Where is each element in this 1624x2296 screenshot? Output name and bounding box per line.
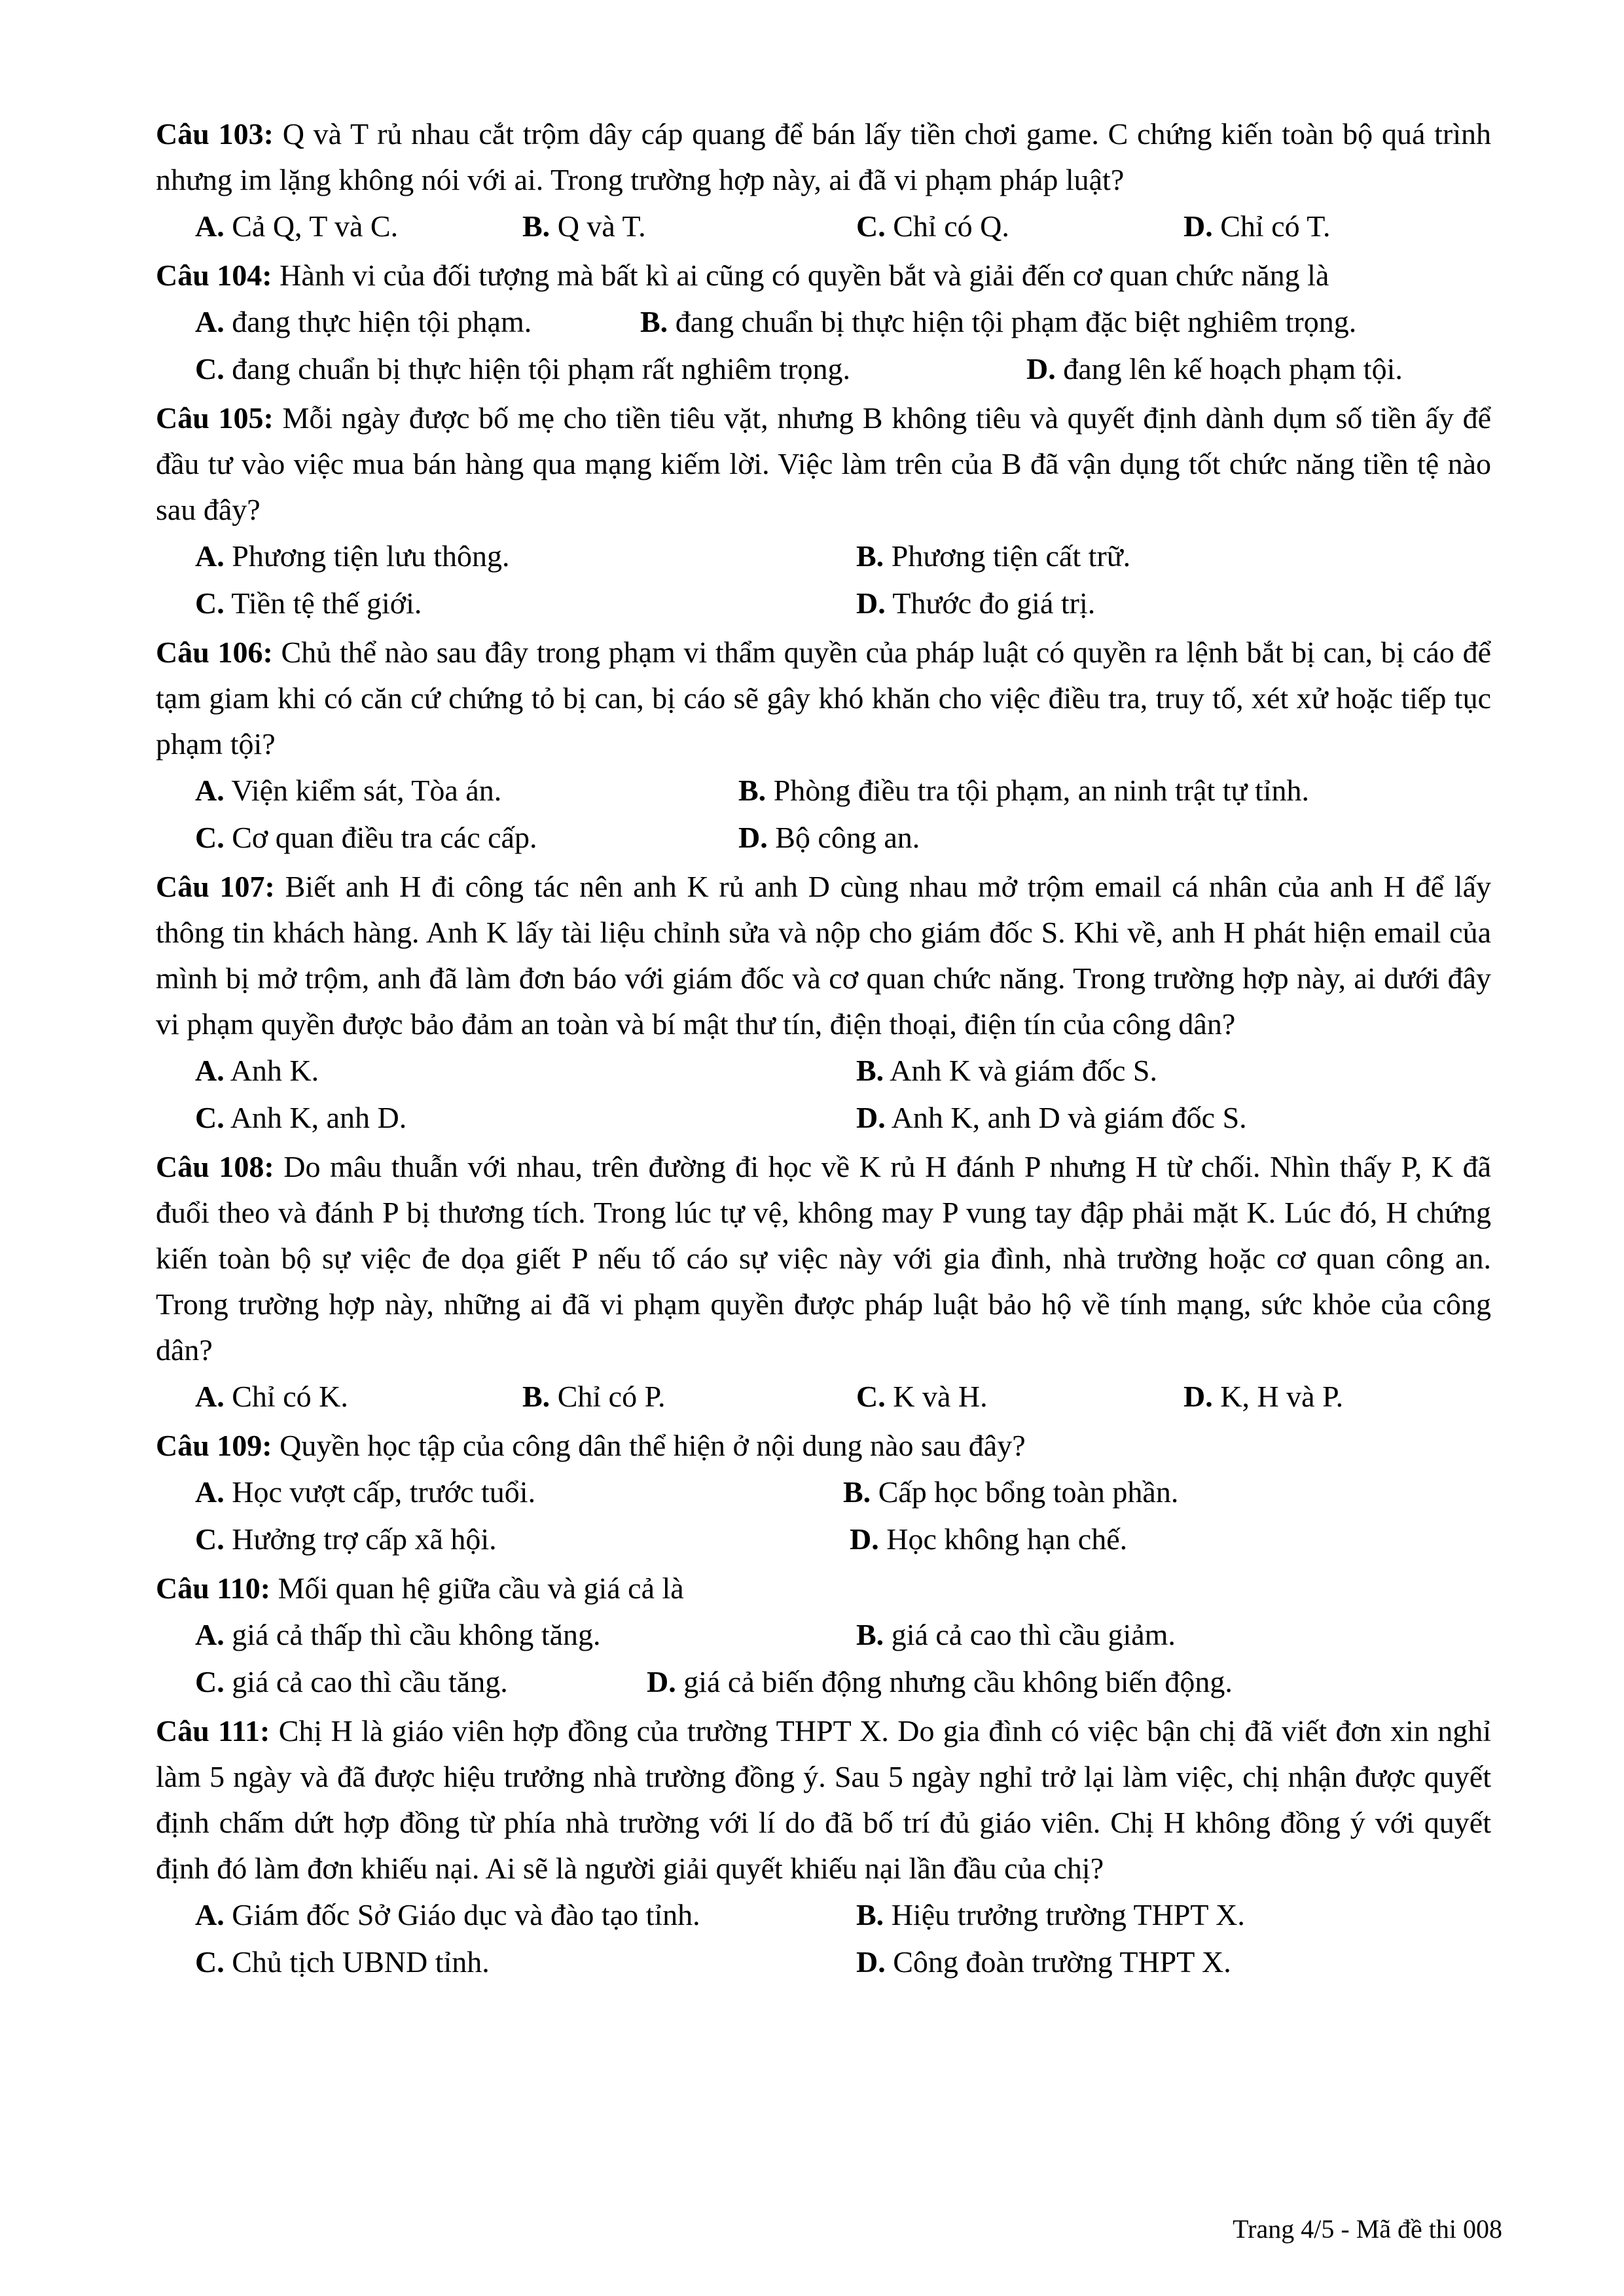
option-label: A. (195, 1618, 225, 1651)
option-label: B. (522, 209, 550, 243)
option-label: D. (738, 821, 768, 854)
option-text: Bộ công an. (775, 821, 920, 854)
question-text (156, 253, 1491, 298)
option-text: Anh K, anh D và giám đốc S. (891, 1101, 1247, 1134)
question-number: Câu 104: (156, 259, 272, 292)
option-text: đang chuẩn bị thực hiện tội phạm rất nghiêm trọng. (232, 352, 850, 386)
option-text: Anh K và giám đốc S. (890, 1054, 1157, 1087)
options-row (156, 203, 1491, 250)
question-111 (156, 1708, 1491, 1986)
option-label: B. (856, 1054, 884, 1087)
question-number: Câu 107: (156, 870, 275, 903)
question-body: Do mâu thuẫn với nhau, trên đường đi học về K rủ H đánh P nhưng H từ chối. Nhìn thấy P, K đã đuổi theo và đánh P bị thương tích. Trong lúc tự vệ, không may P vung tay đập phải mặt K. Lúc đó, H chứng kiến toàn bộ sự việc đe dọa giết P nếu tố cáo sự việc này với gia đình, nhà trường hoặc cơ quan công an. Trong trường hợp này, những ai đã vi phạm quyền được pháp luật bảo hộ về tính mạng, sức khỏe của công dân? (156, 1150, 1492, 1367)
option-c (195, 1939, 490, 1986)
option-label: D. (850, 1522, 879, 1556)
option-label: C. (195, 1665, 225, 1698)
option-c (195, 1659, 508, 1706)
question-110 (156, 1566, 1491, 1706)
question-text (156, 1144, 1491, 1373)
option-label: A. (195, 1475, 225, 1509)
option-b (856, 1892, 1245, 1939)
question-108 (156, 1144, 1491, 1420)
option-label: C. (195, 586, 225, 620)
options-row (156, 1611, 1491, 1659)
option-b (856, 1611, 1176, 1659)
option-text: Chủ tịch UBND tỉnh. (232, 1945, 490, 1979)
option-text: Học không hạn chế. (886, 1522, 1128, 1556)
option-label: A. (195, 539, 225, 573)
option-a (195, 1047, 319, 1094)
option-text: Thước đo giá trị. (892, 586, 1096, 620)
option-text: Công đoàn trường THPT X. (893, 1945, 1231, 1979)
option-text: giá cả thấp thì cầu không tăng. (232, 1618, 601, 1651)
question-text (156, 1423, 1491, 1469)
options-row (156, 298, 1491, 346)
option-a (195, 1469, 535, 1516)
exam-page (156, 111, 1491, 1988)
options-row (156, 1892, 1491, 1939)
options-row (156, 1373, 1491, 1420)
option-c (195, 1094, 406, 1141)
option-a (195, 1892, 700, 1939)
option-text: K và H. (893, 1380, 988, 1413)
option-a (195, 767, 501, 814)
option-label: C. (856, 209, 886, 243)
option-label: D. (647, 1665, 676, 1698)
question-number: Câu 110: (156, 1571, 271, 1605)
option-c (195, 1516, 497, 1563)
option-label: D. (1026, 352, 1056, 386)
option-text: Hiệu trưởng trường THPT X. (891, 1898, 1245, 1931)
option-text: Anh K. (230, 1054, 319, 1087)
question-107 (156, 864, 1491, 1141)
question-number: Câu 106: (156, 636, 273, 669)
option-text: Cơ quan điều tra các cấp. (232, 821, 537, 854)
options-row (156, 346, 1491, 393)
option-text: Phòng điều tra tội phạm, an ninh trật tự tỉnh. (773, 774, 1310, 807)
question-body: Mỗi ngày được bố mẹ cho tiền tiêu vặt, nhưng B không tiêu và quyết định dành dụm số tiền ấy để đầu tư vào việc mua bán hàng qua mạng kiếm lời. Việc làm trên của B đã vận dụng tốt chức năng tiền tệ nào sau đây? (156, 401, 1492, 526)
option-text: Hưởng trợ cấp xã hội. (232, 1522, 497, 1556)
option-c (856, 203, 1009, 250)
option-text: Giám đốc Sở Giáo dục và đào tạo tỉnh. (232, 1898, 700, 1931)
page-footer: Trang 4/5 - Mã đề thi 008 (1233, 2214, 1502, 2244)
option-b (522, 203, 646, 250)
option-text: Cấp học bổng toàn phần. (878, 1475, 1179, 1509)
option-label: B. (738, 774, 767, 807)
option-d (738, 814, 920, 861)
option-label: D. (856, 1101, 886, 1134)
question-105 (156, 395, 1491, 627)
question-body: Hành vi của đối tượng mà bất kì ai cũng có quyền bắt và giải đến cơ quan chức năng là (280, 259, 1329, 292)
option-label: D. (1183, 209, 1213, 243)
options-row (156, 1516, 1491, 1563)
options-row (156, 1094, 1491, 1141)
option-d (856, 1939, 1231, 1986)
option-label: A. (195, 305, 225, 338)
option-text: đang chuẩn bị thực hiện tội phạm đặc biệt nghiêm trọng. (675, 305, 1357, 338)
question-106 (156, 630, 1491, 861)
option-text: Tiền tệ thế giới. (231, 586, 422, 620)
option-label: B. (640, 305, 668, 338)
option-c (195, 580, 422, 627)
option-text: giá cả cao thì cầu tăng. (232, 1665, 508, 1698)
options-row (156, 580, 1491, 627)
option-text: Chỉ có P. (557, 1380, 666, 1413)
option-d (850, 1516, 1127, 1563)
option-c (856, 1373, 988, 1420)
option-d (1026, 346, 1403, 393)
option-text: Học vượt cấp, trước tuổi. (232, 1475, 536, 1509)
option-text: giá cả cao thì cầu giảm. (891, 1618, 1176, 1651)
option-text: Cả Q, T và C. (232, 209, 399, 243)
question-body: Q và T rủ nhau cắt trộm dây cáp quang để bán lấy tiền chơi game. C chứng kiến toàn bộ quá trình nhưng im lặng không nói với ai. Trong trường hợp này, ai đã vi phạm pháp luật? (156, 117, 1492, 196)
question-109 (156, 1423, 1491, 1563)
option-text: Q và T. (557, 209, 646, 243)
option-label: A. (195, 774, 225, 807)
question-body: Mối quan hệ giữa cầu và giá cả là (278, 1571, 684, 1605)
option-label: C. (195, 352, 225, 386)
option-label: B. (522, 1380, 550, 1413)
option-label: C. (856, 1380, 886, 1413)
options-row (156, 1659, 1491, 1706)
option-label: D. (856, 1945, 886, 1979)
option-c (195, 814, 537, 861)
options-row (156, 1047, 1491, 1094)
option-text: Viện kiểm sát, Tòa án. (231, 774, 502, 807)
option-text: đang lên kế hoạch phạm tội. (1063, 352, 1403, 386)
option-label: A. (195, 1054, 225, 1087)
option-d (856, 580, 1095, 627)
option-text: giá cả biến động nhưng cầu không biến động. (683, 1665, 1233, 1698)
question-body: Chị H là giáo viên hợp đồng của trường THPT X. Do gia đình có việc bận chị đã viết đơn xin nghỉ làm 5 ngày và đã được hiệu trưởng nhà trường đồng ý. Sau 5 ngày nghỉ trở lại làm việc, chị nhận được quyết định chấm dứt hợp đồng từ phía nhà trường với lí do đã bố trí đủ giáo viên. Chị H không đồng ý với quyết định đó làm đơn khiếu nại. Ai sẽ là người giải quyết khiếu nại lần đầu của chị? (156, 1714, 1492, 1885)
option-b (856, 533, 1130, 580)
option-label: B. (856, 1898, 884, 1931)
question-number: Câu 105: (156, 401, 274, 435)
options-row (156, 533, 1491, 580)
option-a (195, 533, 510, 580)
option-label: C. (195, 821, 225, 854)
option-text: Phương tiện lưu thông. (232, 539, 510, 573)
question-body: Quyền học tập của công dân thể hiện ở nội dung nào sau đây? (280, 1429, 1026, 1462)
option-label: A. (195, 1898, 225, 1931)
option-c (195, 346, 850, 393)
option-text: K, H và P. (1220, 1380, 1344, 1413)
option-d (647, 1659, 1233, 1706)
option-a (195, 203, 398, 250)
options-row (156, 767, 1491, 814)
options-row (156, 1469, 1491, 1516)
option-label: D. (1183, 1380, 1213, 1413)
question-text (156, 1566, 1491, 1611)
question-number: Câu 111: (156, 1714, 270, 1748)
option-text: Chỉ có K. (232, 1380, 348, 1413)
question-104 (156, 253, 1491, 393)
option-b (522, 1373, 666, 1420)
option-label: C. (195, 1522, 225, 1556)
option-text: Chỉ có T. (1220, 209, 1331, 243)
question-body: Biết anh H đi công tác nên anh K rủ anh D cùng nhau mở trộm email cá nhân của anh H để lấy thông tin khách hàng. Anh K lấy tài liệu chỉnh sửa và nộp cho giám đốc S. Khi về, anh H phát hiện email của mình bị mở trộm, anh đã làm đơn báo với giám đốc và cơ quan chức năng. Trong trường hợp này, ai dưới đây vi phạm quyền được bảo đảm an toàn và bí mật thư tín, điện thoại, điện tín của công dân? (156, 870, 1492, 1041)
question-body: Chủ thể nào sau đây trong phạm vi thẩm quyền của pháp luật có quyền ra lệnh bắt bị can, bị cáo để tạm giam khi có căn cứ chứng tỏ bị can, bị cáo sẽ gây khó khăn cho việc điều tra, truy tố, xét xử hoặc tiếp tục phạm tội? (156, 636, 1492, 761)
question-103 (156, 111, 1491, 250)
option-text: Phương tiện cất trữ. (891, 539, 1131, 573)
question-text (156, 1708, 1491, 1892)
option-text: Anh K, anh D. (230, 1101, 407, 1134)
question-number: Câu 108: (156, 1150, 274, 1183)
question-text (156, 111, 1491, 203)
option-label: C. (195, 1945, 225, 1979)
question-text (156, 630, 1491, 767)
option-label: A. (195, 1380, 225, 1413)
option-d (856, 1094, 1247, 1141)
option-a (195, 1373, 348, 1420)
option-label: D. (856, 586, 886, 620)
options-row (156, 1939, 1491, 1986)
option-label: A. (195, 209, 225, 243)
question-number: Câu 109: (156, 1429, 272, 1462)
option-d (1183, 1373, 1343, 1420)
question-number: Câu 103: (156, 117, 274, 151)
option-b (843, 1469, 1178, 1516)
option-label: B. (856, 1618, 884, 1651)
option-label: B. (843, 1475, 871, 1509)
options-row (156, 814, 1491, 861)
option-d (1183, 203, 1330, 250)
question-text (156, 395, 1491, 533)
option-a (195, 1611, 601, 1659)
option-text: đang thực hiện tội phạm. (232, 305, 532, 338)
option-text: Chỉ có Q. (893, 209, 1009, 243)
option-b (640, 298, 1356, 346)
option-label: C. (195, 1101, 225, 1134)
option-b (856, 1047, 1157, 1094)
option-a (195, 298, 532, 346)
question-text (156, 864, 1491, 1047)
option-b (738, 767, 1309, 814)
option-label: B. (856, 539, 884, 573)
